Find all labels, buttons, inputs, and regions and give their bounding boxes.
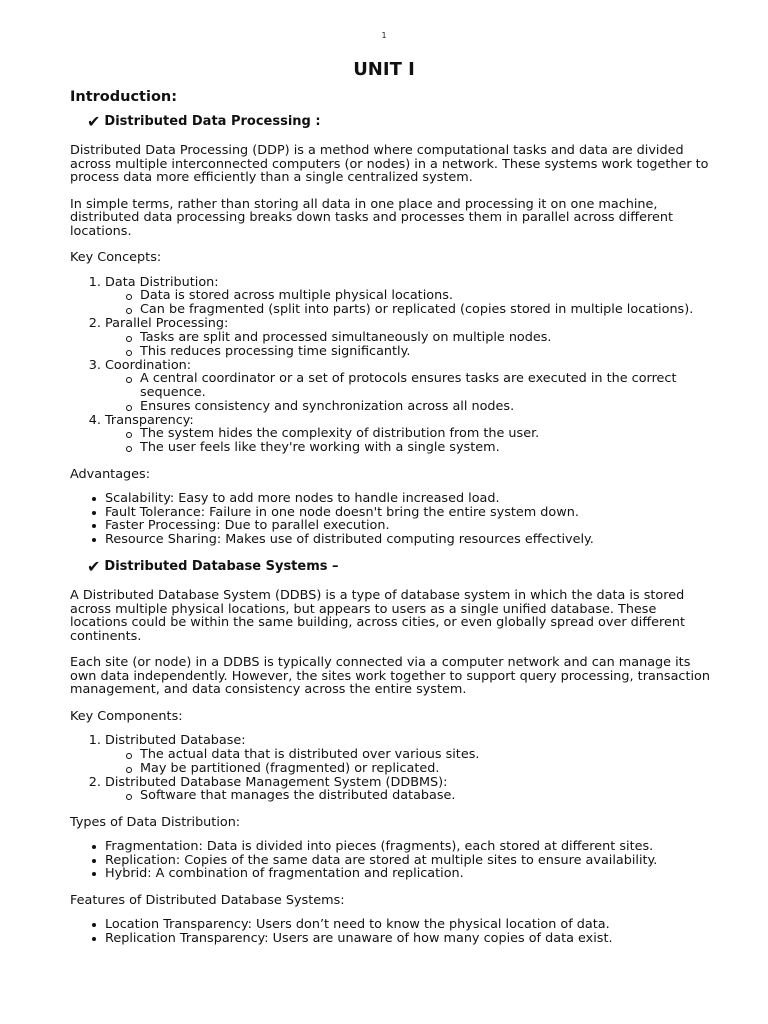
section-heading-text: Distributed Data Processing : — [104, 114, 321, 129]
section-heading-text: Distributed Database Systems – — [104, 559, 339, 574]
page-number: 1 — [381, 31, 387, 40]
key-concepts-list — [70, 276, 710, 455]
types-label: Types of Data Distribution: — [70, 814, 241, 830]
list-item — [105, 414, 710, 455]
key-concepts-label: Key Concepts: — [70, 250, 162, 265]
sub-list-item: Ensures consistency and synchronization across all nodes. — [140, 400, 710, 414]
sub-list — [105, 331, 710, 359]
sub-list-item: The actual data that is distributed over various sites. — [140, 748, 710, 762]
list-item: Hybrid: A combination of fragmentation and replication. — [105, 867, 710, 881]
advantages-label: Advantages: — [70, 466, 151, 482]
sub-list — [105, 372, 710, 413]
intro-heading: Introduction: — [70, 89, 178, 105]
list-item: Resource Sharing: Makes use of distributed computing resources effectively. — [105, 533, 710, 547]
sub-list — [105, 427, 710, 455]
sub-list-item: Data is stored across multiple physical locations. — [140, 289, 710, 303]
sub-list-item: This reduces processing time significantly. — [140, 345, 710, 359]
sub-list-item: The user feels like they're working with a single system. — [140, 441, 710, 455]
sub-list-item: Can be fragmented (split into parts) or replicated (copies stored in multiple locations). — [140, 303, 710, 317]
key-components-label: Key Components: — [70, 708, 183, 724]
key-components-list — [70, 734, 710, 803]
section-heading-ddbs — [87, 559, 710, 574]
list-item: Faster Processing: Due to parallel execution. — [105, 519, 710, 533]
list-item — [105, 776, 710, 803]
list-item — [105, 317, 710, 358]
list-item-title: Coordination: — [105, 357, 192, 373]
sub-list — [105, 748, 710, 776]
features-label: Features of Distributed Database Systems: — [70, 892, 345, 908]
sub-list — [105, 289, 710, 317]
paragraph: In simple terms, rather than storing all data in one place and processing it on one machine, distributed data processing breaks down tasks and processes them in parallel across different locations. — [70, 196, 673, 239]
list-item: Replication Transparency: Users are unaware of how many copies of data exist. — [105, 932, 710, 946]
list-item: Scalability: Easy to add more nodes to handle increased load. — [105, 492, 710, 506]
types-list — [70, 840, 710, 881]
paragraph: A Distributed Database System (DDBS) is a type of database system in which the data is stored across multiple physical locations, but appears to users as a single unified database. These locations could be within the same building, across cities, or even globally spread over different continents. — [70, 588, 685, 644]
checkmark-icon: ✔ — [87, 112, 101, 131]
features-list — [70, 918, 710, 945]
sub-list-item: Software that manages the distributed database. — [140, 789, 710, 803]
sub-list — [105, 789, 710, 803]
sub-list-item: Tasks are split and processed simultaneously on multiple nodes. — [140, 331, 710, 345]
list-item-title: Distributed Database: — [105, 733, 246, 748]
paragraph: Distributed Data Processing (DDP) is a method where computational tasks and data are divided across multiple interconnected computers (or nodes) in a network. These systems work together to process data more efficiently than a single centralized system. — [70, 143, 709, 185]
list-item-title: Parallel Processing: — [105, 316, 229, 331]
paragraph: Each site (or node) in a DDBS is typically connected via a computer network and can manage its own data independently. However, the sites work together to support query processing, transaction management, and data consistency across the entire system. — [70, 655, 710, 697]
list-item: Replication: Copies of the same data are stored at multiple sites to ensure availability. — [105, 854, 710, 868]
unit-title: UNIT I — [353, 59, 415, 80]
sub-list-item: A central coordinator or a set of protocols ensures tasks are executed in the correct sequence. — [140, 372, 710, 399]
list-item — [105, 734, 710, 775]
list-item: Fragmentation: Data is divided into pieces (fragments), each stored at different sites. — [105, 840, 710, 854]
list-item-title: Distributed Database Management System (DDBMS): — [105, 774, 448, 790]
checkmark-icon: ✔ — [87, 557, 101, 576]
sub-list-item: The system hides the complexity of distribution from the user. — [140, 427, 710, 441]
list-item: Location Transparency: Users don’t need to know the physical location of data. — [105, 918, 710, 932]
section-heading-ddp — [87, 114, 710, 129]
list-item — [105, 276, 710, 317]
advantages-list — [70, 492, 710, 546]
list-item: Fault Tolerance: Failure in one node doesn't bring the entire system down. — [105, 506, 710, 520]
list-item-title: Transparency: — [105, 412, 194, 428]
document-body — [70, 89, 710, 958]
sub-list-item: May be partitioned (fragmented) or replicated. — [140, 762, 710, 776]
list-item — [105, 359, 710, 414]
list-item-title: Data Distribution: — [105, 274, 219, 290]
